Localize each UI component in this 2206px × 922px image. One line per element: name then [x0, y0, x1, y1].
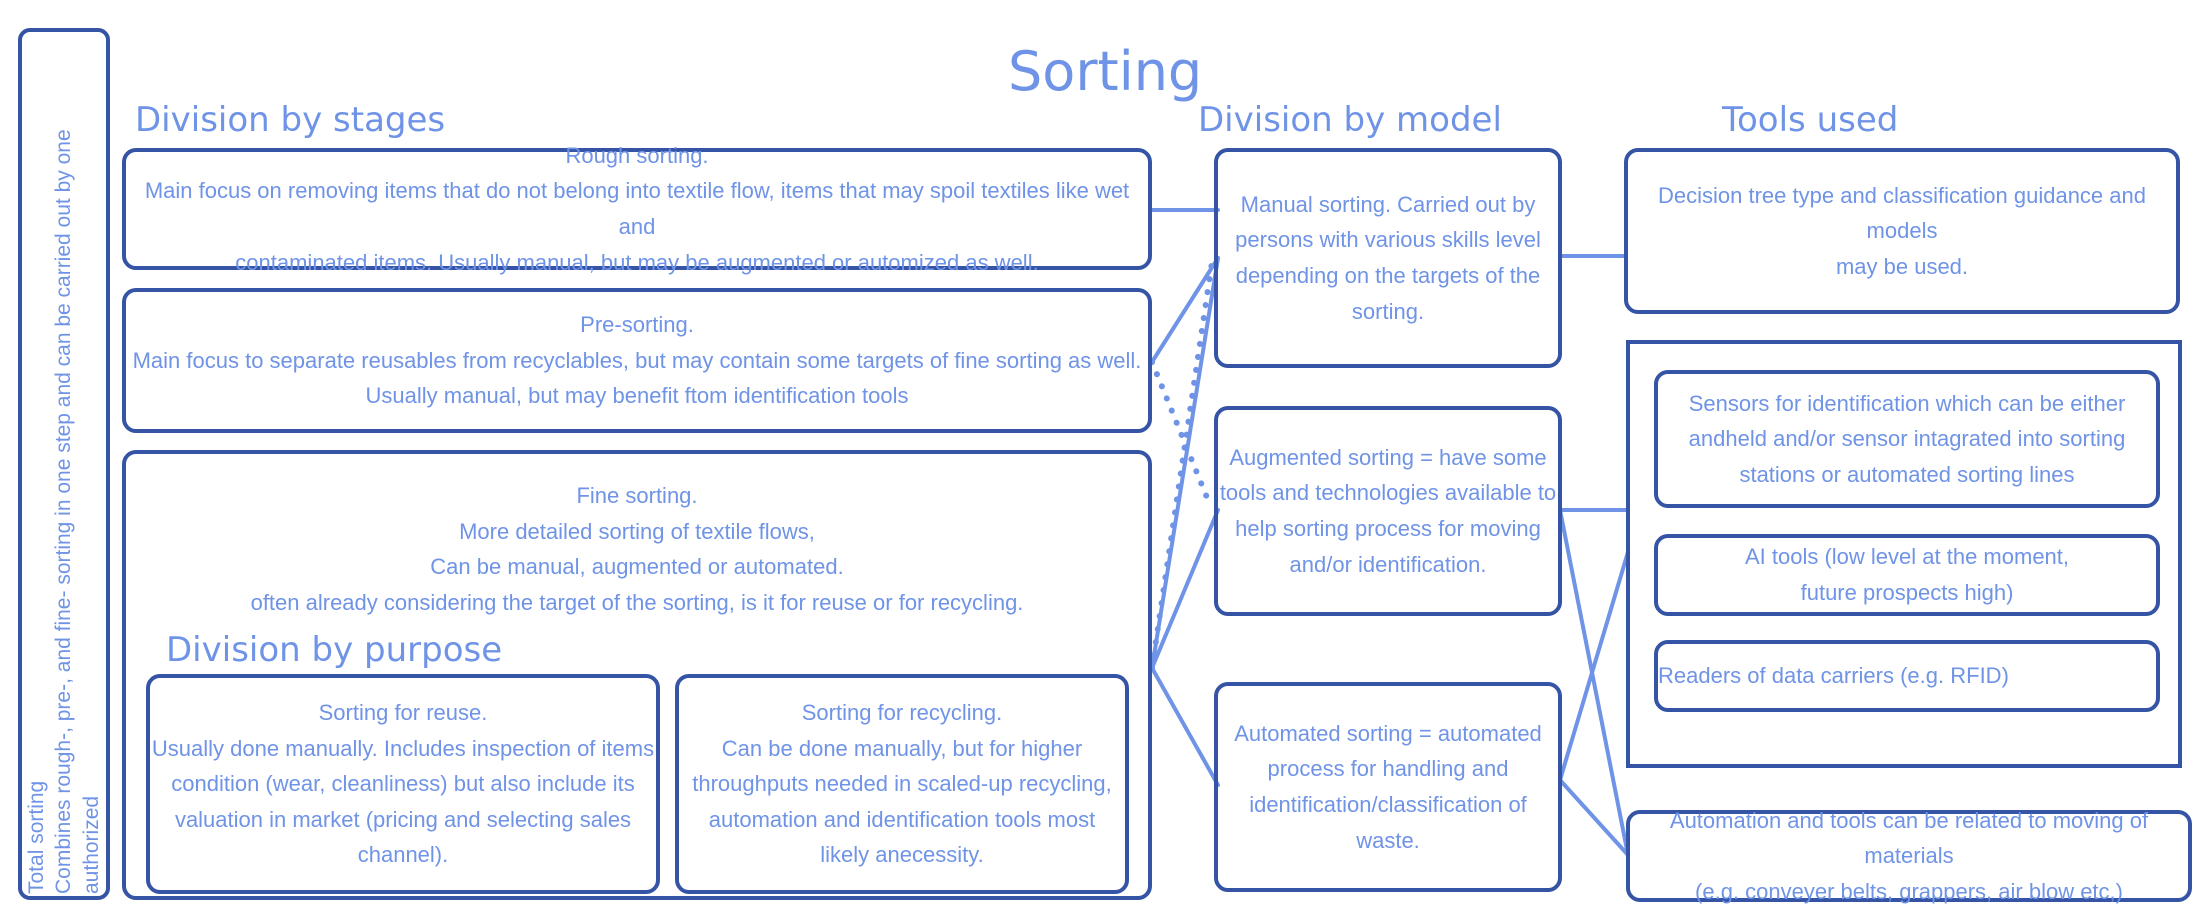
decision-tree-text: Decision tree type and classification guidance and models may be used.	[1658, 182, 2146, 279]
manual-sorting-text: Manual sorting. Carried out by persons with various skills level depending on the targets of the sorting.	[1235, 191, 1541, 324]
sensors-text: Sensors for identification which can be either andheld and/or sensor intagrated into sorting stations or automated sorting lines	[1688, 390, 2126, 487]
sorting-for-recycling-box	[675, 674, 1129, 894]
fine-sorting-text: Fine sorting. More detailed sorting of textile flows, Can be manual, augmented or automated. often already considering the target of the sorting, is it for reuse or for recycling.	[250, 483, 1024, 615]
automation-tools-box	[1626, 807, 2192, 904]
total-sorting-text: Total sorting Combines rough-, pre-, and fine- sorting in one step and can be carried out by one authorized	[25, 129, 103, 894]
connector-fine-manual	[1152, 258, 1218, 668]
automation-tools-text: Automation and tools can be related to moving of materials (e.g. conveyer belts, grappers, air blow etc,)	[1669, 807, 2149, 904]
rough-sorting-text: Rough sorting. Main focus on removing items that do not belong into textile flow, items that may spoil textiles like wet and contaminated items. Usually manual, but may be augmented or automized as well.	[144, 142, 1130, 275]
pre-sorting-box	[122, 288, 1152, 433]
sorting-for-reuse-text: Sorting for reuse. Usually done manually. Includes inspection of items condition (wear, cleanliness) but also include its valuation in market (pricing and selecting sales channel).	[151, 699, 655, 868]
sorting-for-reuse-box	[146, 674, 660, 894]
page-title: Sorting	[1008, 40, 1203, 103]
ai-tools-box	[1654, 534, 2160, 616]
sensors-box	[1654, 370, 2160, 508]
header-division-by-model: Division by model	[1198, 100, 1502, 140]
connector-fine-automated	[1152, 668, 1218, 785]
pre-sorting-text: Pre-sorting. Main focus to separate reusables from recyclables, but may contain some targets of fine sorting as well. Usually manual, but may benefit ftom identification tools	[132, 312, 1142, 409]
sorting-for-recycling-text: Sorting for recycling. Can be done manually, but for higher throughputs needed in scaled-up recycling, automation and identification tools most likely anecessity.	[692, 699, 1112, 868]
header-tools-used: Tools used	[1722, 100, 1899, 140]
header-division-by-stages: Division by stages	[135, 100, 446, 140]
automated-sorting-box	[1214, 682, 1562, 892]
manual-sorting-box	[1214, 148, 1562, 368]
ai-tools-text: AI tools (low level at the moment, future prospects high)	[1744, 544, 2070, 605]
total-sorting-box	[18, 28, 110, 900]
readers-box	[1654, 640, 2160, 712]
connector-automated-automation	[1560, 780, 1628, 855]
automated-sorting-text: Automated sorting = automated process for handling and identification/classification of waste.	[1234, 720, 1542, 853]
decision-tree-box	[1624, 148, 2180, 314]
connector-augmented-automation	[1560, 510, 1628, 855]
readers-text: Readers of data carriers (e.g. RFID)	[1658, 663, 2009, 689]
rough-sorting-box	[122, 142, 1152, 275]
augmented-sorting-text: Augmented sorting = have some tools and technologies available to help sorting process for moving and/or identification.	[1219, 444, 1557, 577]
header-division-by-purpose: Division by purpose	[166, 630, 503, 670]
augmented-sorting-box	[1214, 406, 1562, 616]
connector-automated-toolsgroup	[1560, 552, 1628, 780]
